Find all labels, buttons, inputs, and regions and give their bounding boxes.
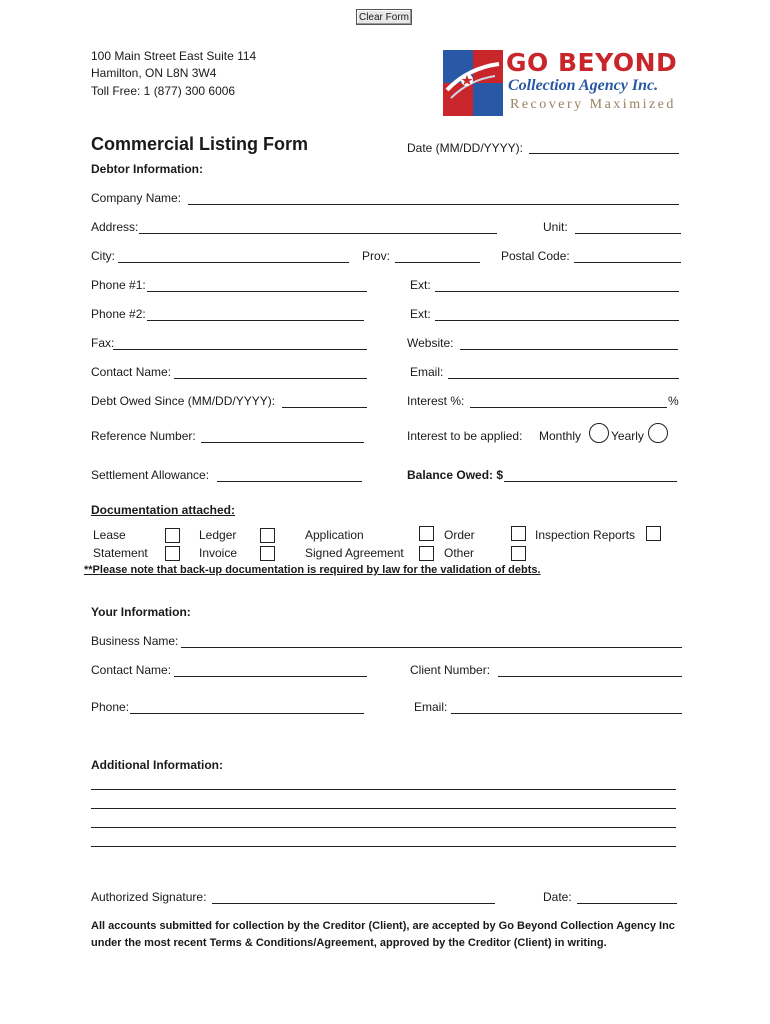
logo-subtitle: Collection Agency Inc. xyxy=(508,77,659,94)
additional-info-line[interactable] xyxy=(91,827,676,828)
authorized-signature-field[interactable] xyxy=(212,903,495,904)
doc-ledger-label: Ledger xyxy=(199,528,237,542)
balance-owed-field[interactable] xyxy=(504,481,677,482)
date-field[interactable] xyxy=(529,153,679,154)
company-name-field[interactable] xyxy=(188,204,679,205)
terms-line-1: All accounts submitted for collection by the Creditor (Client), are accepted by Go Beyond Collection Agency Inc xyxy=(91,920,675,932)
ext1-label: Ext: xyxy=(410,278,431,292)
email-field[interactable] xyxy=(448,378,679,379)
your-contact-name-label: Contact Name: xyxy=(91,663,172,677)
prov-label: Prov: xyxy=(362,249,391,263)
logo-name: GO BEYOND xyxy=(506,48,678,77)
unit-field[interactable] xyxy=(575,233,681,234)
doc-statement-label: Statement xyxy=(93,546,148,560)
debt-owed-since-field[interactable] xyxy=(282,407,367,408)
doc-other-checkbox[interactable] xyxy=(511,546,526,561)
additional-info-line[interactable] xyxy=(91,846,676,847)
doc-other-label: Other xyxy=(444,546,475,560)
your-phone-label: Phone: xyxy=(91,700,130,714)
settlement-allowance-field[interactable] xyxy=(217,481,362,482)
doc-signed-agreement-checkbox[interactable] xyxy=(419,546,434,561)
city-label: City: xyxy=(91,249,115,263)
address-line-2: Hamilton, ON L8N 3W4 xyxy=(91,66,217,80)
doc-application-label: Application xyxy=(305,528,364,542)
monthly-label: Monthly xyxy=(539,429,582,443)
interest-applied-label: Interest to be applied: xyxy=(407,429,523,443)
interest-percent-label: Interest %: xyxy=(407,394,465,408)
reference-number-label: Reference Number: xyxy=(91,429,196,443)
percent-sign: % xyxy=(668,394,679,408)
fax-field[interactable] xyxy=(113,349,367,350)
fax-label: Fax: xyxy=(91,336,115,350)
terms-line-2: under the most recent Terms & Conditions/Agreement, approved by the Creditor (Client) in writing. xyxy=(91,937,607,949)
city-field[interactable] xyxy=(118,262,349,263)
doc-ledger-checkbox[interactable] xyxy=(260,528,275,543)
email-label: Email: xyxy=(410,365,444,379)
toll-free-number: Toll Free: 1 (877) 300 6006 xyxy=(91,84,236,98)
yearly-radio[interactable] xyxy=(648,423,668,443)
phone2-field[interactable] xyxy=(147,320,364,321)
debt-owed-since-label: Debt Owed Since (MM/DD/YYYY): xyxy=(91,394,276,408)
address-line-1: 100 Main Street East Suite 114 xyxy=(91,49,257,63)
logo-tagline: Recovery Maximized xyxy=(510,97,676,112)
doc-order-label: Order xyxy=(444,528,475,542)
terms-footer xyxy=(91,918,691,952)
business-name-label: Business Name: xyxy=(91,634,179,648)
unit-label: Unit: xyxy=(543,220,568,234)
prov-field[interactable] xyxy=(395,262,480,263)
client-number-field[interactable] xyxy=(498,676,682,677)
reference-number-field[interactable] xyxy=(201,442,364,443)
balance-owed-label: Balance Owed: $ xyxy=(407,468,504,482)
phone2-label: Phone #2: xyxy=(91,307,146,321)
ext1-field[interactable] xyxy=(435,291,679,292)
additional-info-line[interactable] xyxy=(91,808,676,809)
address-label: Address: xyxy=(91,220,139,234)
doc-order-checkbox[interactable] xyxy=(511,526,526,541)
ext2-label: Ext: xyxy=(410,307,431,321)
your-phone-field[interactable] xyxy=(130,713,364,714)
your-info-heading: Your Information: xyxy=(91,605,191,619)
page-title: Commercial Listing Form xyxy=(91,134,309,154)
documentation-heading: Documentation attached: xyxy=(91,503,236,517)
contact-name-field[interactable] xyxy=(174,378,367,379)
documentation-note: **Please note that back-up documentation is required by law for the validation of debts. xyxy=(84,564,541,576)
clear-form-button[interactable]: Clear Form xyxy=(356,9,412,25)
website-field[interactable] xyxy=(460,349,678,350)
client-number-label: Client Number: xyxy=(410,663,491,677)
additional-info-line[interactable] xyxy=(91,789,676,790)
doc-lease-label: Lease xyxy=(93,528,126,542)
contact-name-label: Contact Name: xyxy=(91,365,172,379)
doc-statement-checkbox[interactable] xyxy=(165,546,180,561)
debtor-heading: Debtor Information: xyxy=(91,162,203,176)
website-label: Website: xyxy=(407,336,454,350)
phone1-field[interactable] xyxy=(147,291,367,292)
doc-invoice-label: Invoice xyxy=(199,546,238,560)
signature-date-field[interactable] xyxy=(577,903,677,904)
your-contact-name-field[interactable] xyxy=(174,676,367,677)
doc-signed-agreement-label: Signed Agreement xyxy=(305,546,404,560)
additional-info-heading: Additional Information: xyxy=(91,758,223,772)
signature-date-label: Date: xyxy=(543,890,572,904)
authorized-signature-label: Authorized Signature: xyxy=(91,890,207,904)
doc-invoice-checkbox[interactable] xyxy=(260,546,275,561)
doc-inspection-reports-checkbox[interactable] xyxy=(646,526,661,541)
interest-percent-field[interactable] xyxy=(470,407,667,408)
yearly-label: Yearly xyxy=(611,429,644,443)
doc-lease-checkbox[interactable] xyxy=(165,528,180,543)
doc-application-checkbox[interactable] xyxy=(419,526,434,541)
monthly-radio[interactable] xyxy=(589,423,609,443)
your-email-field[interactable] xyxy=(451,713,682,714)
company-logo-icon xyxy=(443,50,503,116)
postal-code-label: Postal Code: xyxy=(501,249,570,263)
doc-inspection-reports-label: Inspection Reports xyxy=(535,528,636,542)
business-name-field[interactable] xyxy=(181,647,682,648)
address-field[interactable] xyxy=(139,233,497,234)
your-email-label: Email: xyxy=(414,700,448,714)
postal-code-field[interactable] xyxy=(574,262,681,263)
ext2-field[interactable] xyxy=(435,320,679,321)
date-label: Date (MM/DD/YYYY): xyxy=(407,141,524,155)
company-name-label: Company Name: xyxy=(91,191,182,205)
phone1-label: Phone #1: xyxy=(91,278,146,292)
settlement-allowance-label: Settlement Allowance: xyxy=(91,468,210,482)
